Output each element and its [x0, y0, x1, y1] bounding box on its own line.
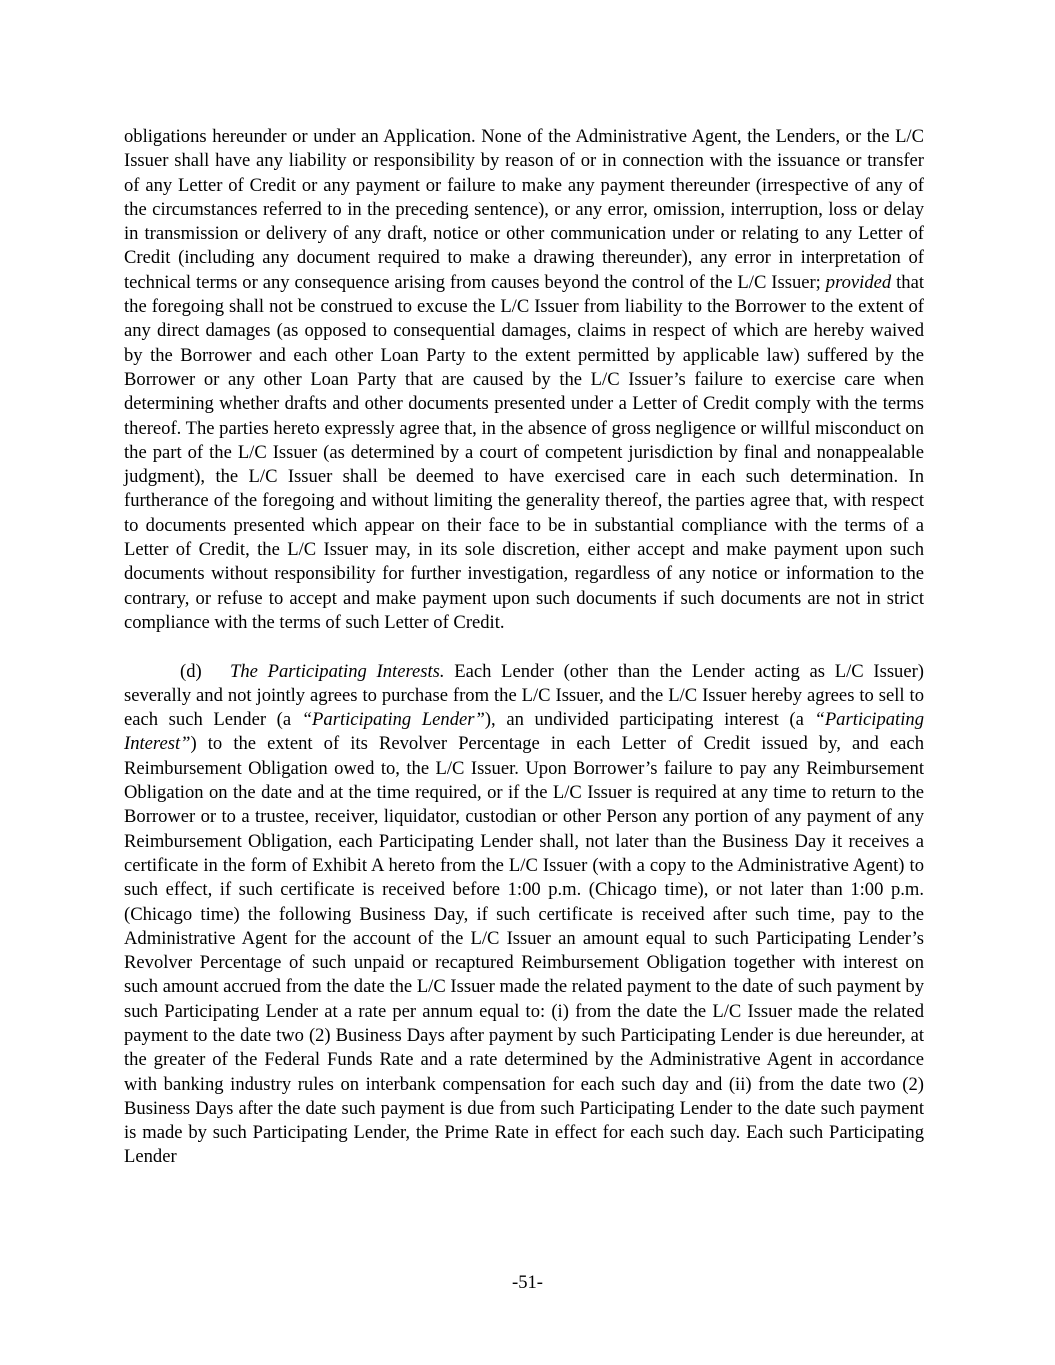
- defined-term: “Participating Lender”: [301, 709, 485, 731]
- page-number: -51-: [512, 1272, 543, 1293]
- paragraph-liability: obligations hereunder or under an Application. None of the Administrative Agent, the Lenders, or the L/C Issuer shall have any liability or responsibility by reason of or in connection with the issuance or transfer of any Letter of Credit or any payment or failure to make any payment thereunder (irrespective of any of the circumstances referred to in the preceding sentence), or any error, omission, interruption, loss or delay in transmission or delivery of any draft, notice or other communication under or relating to any Letter of Credit (including any document required to make a drawing thereunder), any error in interpretation of technical terms or any consequence arising from causes beyond the control of the L/C Issuer; provided that the foregoing shall not be construed to excuse the L/C Issuer from liability to the Borrower to the extent of any direct damages (as opposed to consequential damages, claims in respect of which are hereby waived by the Borrower and each other Loan Party to the extent permitted by applicable law) suffered by the Borrower or any other Loan Party that are caused by the L/C Issuer’s failure to exercise care when determining whether drafts and other documents presented under a Letter of Credit comply with the terms thereof. The parties hereto expressly agree that, in the absence of gross negligence or willful misconduct on the part of the L/C Issuer (as determined by a court of competent jurisdiction by final and nonappealable judgment), the L/C Issuer shall be deemed to have exercised care in each such determination. In furtherance of the foregoing and without limiting the generality thereof, the parties agree that, with respect to documents presented which appear on their face to be in substantial compliance with the terms of a Letter of Credit, the L/C Issuer may, in its sole discretion, either accept and make payment upon such documents without responsibility for further investigation, regardless of any notice or information to the contrary, or refuse to accept and make payment upon such documents if such documents are not in strict compliance with the terms of such Letter of Credit.: [124, 126, 924, 633]
- paragraph-participating-interests: (d) The Participating Interests. Each Lender (other than the Lender acting as L/C Issuer) severally and not jointly agrees to purchase from the L/C Issuer, and the L/C Issuer hereby agrees to sell to each such Lender (a “Participating Lender”), an undivided participating interest (a “Participating Interest”) to the extent of its Revolver Percentage in each Letter of Credit issued by, and each Reimbursement Obligation owed to, the L/C Issuer. Upon Borrower’s failure to pay any Reimbursement Obligation on the date and at the time required, or if the L/C Issuer is required at any time to return to the Borrower or to a trustee, receiver, liquidator, custodian or other Person any portion of any payment of any Reimbursement Obligation, each Participating Lender shall, not later than the Business Day it receives a certificate in the form of Exhibit A hereto from the L/C Issuer (with a copy to the Administrative Agent) to such effect, if such certificate is received before 1:00 p.m. (Chicago time), or not later than 1:00 p.m. (Chicago time) the following Business Day, if such certificate is received after such time, pay to the Administrative Agent for the account of the L/C Issuer an amount equal to such Participating Lender’s Revolver Percentage of such unpaid or recaptured Reimbursement Obligation together with interest on such amount accrued from the date the L/C Issuer made the related payment to the date of such payment by such Participating Lender at a rate per annum equal to: (i) from the date the L/C Issuer made the related payment to the date two (2) Business Days after payment by such Participating Lender is due hereunder, at the greater of the Federal Funds Rate and a rate determined by the Administrative Agent in accordance with banking industry rules on interbank compensation for each such day and (ii) from the date two (2) Business Days after the date such payment is due from such Participating Lender to the date such payment is made by such Participating Lender, the Prime Rate in effect for each such day. Each such Participating Lender: [124, 660, 924, 1168]
- defined-term: “Participating Interest”: [124, 709, 924, 755]
- section-label: (d): [180, 660, 202, 682]
- section-heading: The Participating Interests.: [230, 660, 445, 682]
- document-body: [124, 125, 924, 1170]
